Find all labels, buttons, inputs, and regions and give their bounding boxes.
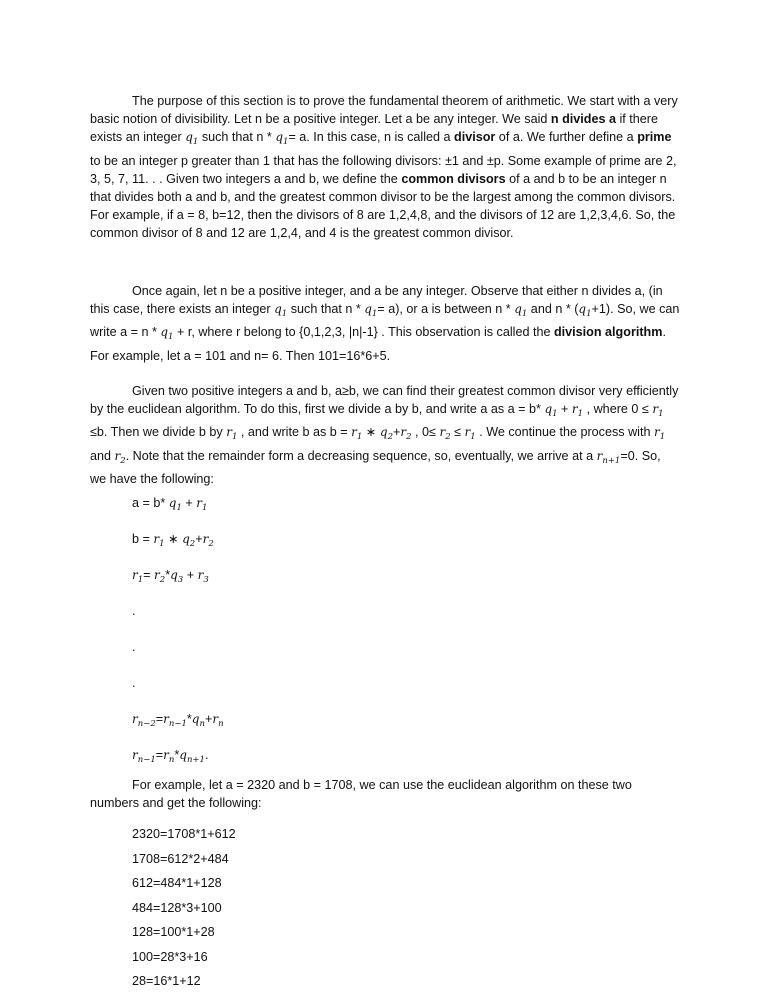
- equation-line-2: $b = r_1$ ∗ $q_2+r_2$: [132, 532, 214, 549]
- example-step: 128=100*1+28: [132, 925, 215, 939]
- example-step: 1708=612*2+484: [132, 851, 229, 866]
- paragraph-example: For example, let a = 2320 and b = 1708, we can use the euclidean algorithm on these two numbers and get the following:: [90, 778, 632, 811]
- term-prime: prime: [637, 130, 672, 145]
- ellipsis-dot-3: .: [132, 676, 136, 690]
- ellipsis-dot-1: .: [132, 604, 136, 618]
- example-step: 484=128*3+100: [132, 900, 222, 915]
- term-n-divides-a: n divides a: [550, 112, 616, 127]
- equation-line-3: $r_1= r_2*q_3 + r_3$: [132, 568, 209, 585]
- example-step: 2320=1708*1+612: [132, 827, 236, 841]
- example-step: 100=28*3+16: [132, 949, 208, 964]
- example-step: 612=484*1+128: [132, 876, 222, 890]
- ellipsis-dot-2: .: [132, 640, 136, 654]
- paragraph-divisibility: The purpose of this section is to prove the fundamental theorem of arithmetic. We start with a very basic notion of divisibility. Let n be a positive integer. Let a be any integer. We said n divides a if there exists an integer $q_1$ such that $n * q_1= a$. In this case, n is called a divisor of a. We further define a prime to be an integer p greater than 1 that has the following divisors: ±1 and ±p. Some example of prime are 2, 3, 5, 7, 11. . . Given two integers a and b, we define the common divisors of a and b to be an integer n that divides both a and b, and the greatest common divisor to be the largest among the common divisors. For example, if a = 8, b=12, then the divisors of 8 are 1,2,4,8, and the divisors of 12 are 1,2,3,4,6. So, the common divisor of 8 and 12 are 1,2,4, and 4 is the greatest common divisor.: [90, 94, 678, 241]
- term-divisor: divisor: [454, 130, 496, 145]
- paragraph-division-algorithm: Once again, let n be a positive integer, and a be any integer. Observe that either n divides a, (in this case, there exists an integer $q_1$ such that $n * q_1= a$), or a is between n * $q_1$ and $n * (q_1+1)$. So, we can write $a = n * q_1 + r$, where r belong to {0,1,2,3, |n|-1} . This observation is called the division algorithm. For example, let a = 101 and n= 6. Then 101=16*6+5.: [90, 284, 680, 363]
- term-common-divisors: common divisors: [401, 171, 506, 186]
- paragraph-euclidean-algorithm: Given two positive integers a and b, a≥b, we can find their greatest common divisor very efficiently by the euclidean algorithm. To do this, first we divide a by b, and write a as a = b* $q_1 + r_1$ , where $0 \le r_1 \le b$. Then we divide b by $r_1$ , and write b as $b = r_1$ ∗ $q_2+r_2$ , $0\le r_2 \le r_1$ . We continue the process with $r_1$ and $r_2$. Note that the remainder form a decreasing sequence, so, eventually, we arrive at a $r_{n+1}=0$. So, we have the following:: [90, 384, 679, 486]
- equation-line-1: a = b* $q_1 + r_1$: [132, 496, 208, 513]
- equation-line-n-2: $r_{n-2}=r_{n-1}*q_n+r_n$: [132, 712, 224, 729]
- example-step: 28=16*1+12: [132, 974, 201, 988]
- equation-line-n-1: $r_{n-1}=r_n*q_{n+1}$.: [132, 748, 209, 765]
- term-division-algorithm: division algorithm: [553, 325, 663, 340]
